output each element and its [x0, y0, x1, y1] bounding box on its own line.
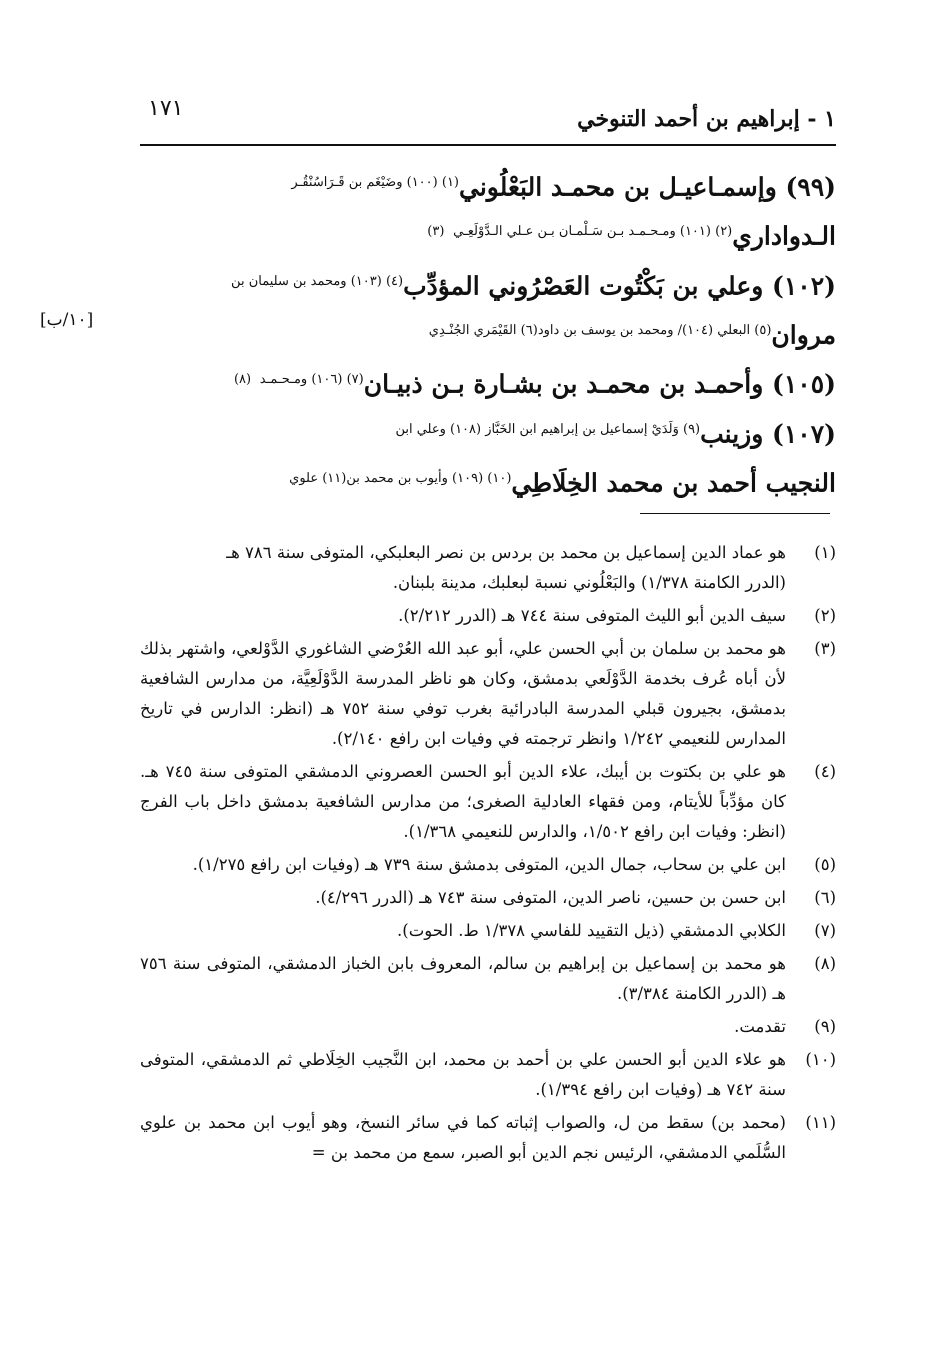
footnotes	[140, 538, 836, 1171]
main-line: (١٠٥) وأحمـد بن محمـد بن بشـارة بـن ذبيـان$^{(٧) (١٠٦) ومـحـمـد}$ $^{(٨)}$	[233, 369, 836, 399]
main-line: (٩٩) وإسمـاعيـل بن محمـد البَعْلُوني$^{(١) (١٠٠) وضَيْغَم بن قَـرَاسُنْقُـر}$	[291, 172, 836, 202]
running-title: ١ - إبراهيم بن أحمد التنوخي	[577, 106, 836, 132]
footnote-10: (١٠) هو علاء الدين أبو الحسن علي بن أحمد بن محمد، ابن النَّجيب الخِلَاطي ثم الدمشقي، المتوفى سنة ٧٤٢ هـ (وفيات ابن رافع ١/٣٩٤).	[140, 1050, 836, 1099]
footnote-separator	[640, 513, 830, 514]
footnote-4: (٤) هو علي بن بكتوت بن أيبك، علاء الدين أبو الحسن العصروني الدمشقي المتوفى سنة ٧٤٥ هـ. كان مؤدِّباً للأيتام، ومن فقهاء العادلية الصغرى؛ من مدارس الشافعية بدمشق داخل باب الفرج (انظر: وفيات ابن رافع ١/٥٠٢، والدارس للنعيمي ١/٣٦٨).	[140, 762, 836, 841]
main-line: (١٠٢) وعلي بن بَكْتُوت العَصْرُوني المؤدِّب$^{(٤) (١٠٣) ومحمد بن سليمان بن}$	[231, 270, 836, 300]
footnote-1: (١) هو عماد الدين إسماعيل بن محمد بن بردس بن نصر البعلبكي، المتوفى سنة ٧٨٦ هـ (الدرر الكامنة ١/٣٧٨) والبَعْلُوني نسبة لبعلبك، مدينة بلبنان.	[226, 543, 836, 592]
main-line: (١٠٧) وزينب$^{(٩) وَلَدَيْ إسماعيل بن إبراهيم ابن الخَبَّاز (١٠٨) وعلي ابن}$	[395, 418, 836, 448]
footnote-11: (١١) (محمد بن) سقط من ل، والصواب إثباته كما في سائر النسخ، وهو أيوب ابن محمد بن علوي السُّلَمي الدمشقي، الرئيس نجم الدين أبو الصبر، سمع من محمد بن =	[140, 1113, 836, 1162]
main-line: مروان$^{(٥) البعلي (١٠٤)/ ومحمد بن يوسف بن داود(٦) القَيْمَري الجُنْـدِي}$	[428, 320, 836, 350]
footnote-9: (٩) تقدمت.	[734, 1017, 836, 1036]
header-rule	[140, 144, 836, 146]
footnote-7: (٧) الكلابي الدمشقي (ذيل التقييد للفاسي ١/٣٧٨ ط. الحوت).	[397, 921, 836, 940]
footnote-3: (٣) هو محمد بن سلمان بن أبي الحسن علي، أبو عبد الله العُرْضي الشاغوري الدَّوْلعي، واشتهر بذلك لأن أباه عُرف بخدمة الدَّوْلَعي بدمشق، وكان هو ناظر المدرسة الدَّوْلَعِيَّة، من مدارس الشافعية بدمشق، بجيرون قبلي المدرسة البادرائية بغرب توفي سنة ٧٥٢ هـ (انظر: الدارس في تاريخ المدارس للنعيمي ١/٢٤٢ وانظر ترجمته في وفيات ابن رافع ٢/١٤٠).	[140, 639, 836, 748]
footnote-2: (٢) سيف الدين أبو الليث المتوفى سنة ٧٤٤ هـ (الدرر ٢/٢١٢).	[398, 606, 836, 625]
main-line: النجيب أحمد بن محمد الخِلَاطِي$^{(١٠) (١٠٩) وأيوب بن محمد بن(١١) علوي}$	[289, 468, 836, 498]
main-text	[140, 160, 836, 505]
page-number: ١٧١	[148, 96, 184, 121]
margin-folio-note: [١٠/ب]	[40, 310, 94, 330]
main-line: الـدواداري$^{(٢) (١٠١) ومـحـمـد بـن سَـلْمـان بـن عـلي الـدَّوْلَعِـي}$ $^{(٣)}$	[427, 221, 836, 251]
footnote-5: (٥) ابن علي بن سحاب، جمال الدين، المتوفى بدمشق سنة ٧٣٩ هـ (وفيات ابن رافع ١/٢٧٥).	[192, 855, 836, 874]
footnote-6: (٦) ابن حسن بن حسين، ناصر الدين، المتوفى سنة ٧٤٣ هـ (الدرر ٤/٢٩٦).	[315, 888, 836, 907]
footnote-8: (٨) هو محمد بن إسماعيل بن إبراهيم بن سالم، المعروف بابن الخباز الدمشقي، المتوفى سنة ٧٥٦ هـ (الدرر الكامنة ٣/٣٨٤).	[140, 954, 836, 1003]
page-header	[140, 92, 836, 142]
